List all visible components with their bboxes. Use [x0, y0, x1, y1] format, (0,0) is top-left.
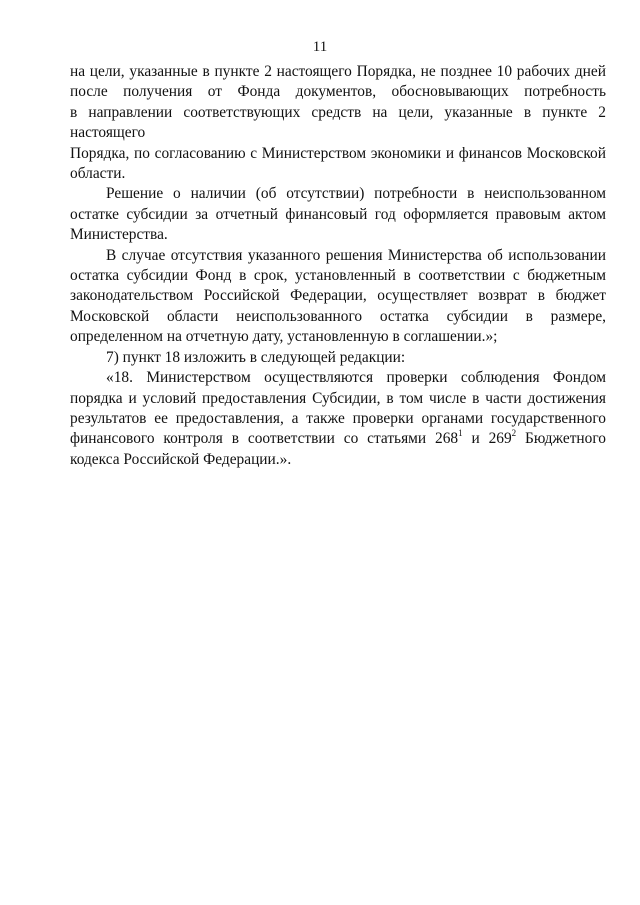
- paragraph-5: [70, 368, 606, 470]
- paragraph-2: Решение о наличии (об отсутствии) потребности в неиспользованном остатке субсидии за отчетный финансовый год оформляется правовым актом Министерства.: [70, 185, 606, 244]
- paragraph-4: 7) пункт 18 изложить в следующей редакции:: [106, 348, 406, 366]
- paragraph-1-line-2: после получения от Фонда документов, обосновывающих потребность: [70, 83, 606, 101]
- page-number: 11: [312, 39, 328, 55]
- paragraph-1-line-5: области.: [70, 165, 126, 183]
- paragraph-5-text-3: Бюджетного кодекса Российской Федерации.».: [70, 430, 606, 468]
- superscript-2: 2: [511, 428, 517, 439]
- paragraph-5-text-1: «18. Министерством осуществляются проверки соблюдения Фондом порядка и условий предоставления Субсидии, в том числе в части достижения результатов ее предоставления, а также проверки органами государственного финансового контроля в соответствии со статьями 268: [70, 369, 606, 448]
- superscript-1: 1: [458, 428, 463, 439]
- paragraph-5-text-2: и 269: [462, 430, 512, 448]
- paragraph-1-line-1: на цели, указанные в пункте 2 настоящего Порядка, не позднее 10 рабочих дней: [70, 63, 606, 80]
- paragraph-3: В случае отсутствия указанного решения Министерства об использовании остатка субсидии Фонд в срок, установленный в соответствии с бюджетным законодательством Российской Федерации, осуществляет возврат в бюджет Московской области неиспользованного остатка субсидии в размере, определенном на отчетную дату, установленную в соглашении.»;: [70, 246, 606, 346]
- paragraph-1-line-4: Порядка, по согласованию с Министерством экономики и финансов Московской: [70, 144, 606, 162]
- paragraph-1-line-3: в направлении соответствующих средств на цели, указанные в пункте 2 настоящего: [70, 103, 606, 142]
- document-body: [70, 62, 606, 470]
